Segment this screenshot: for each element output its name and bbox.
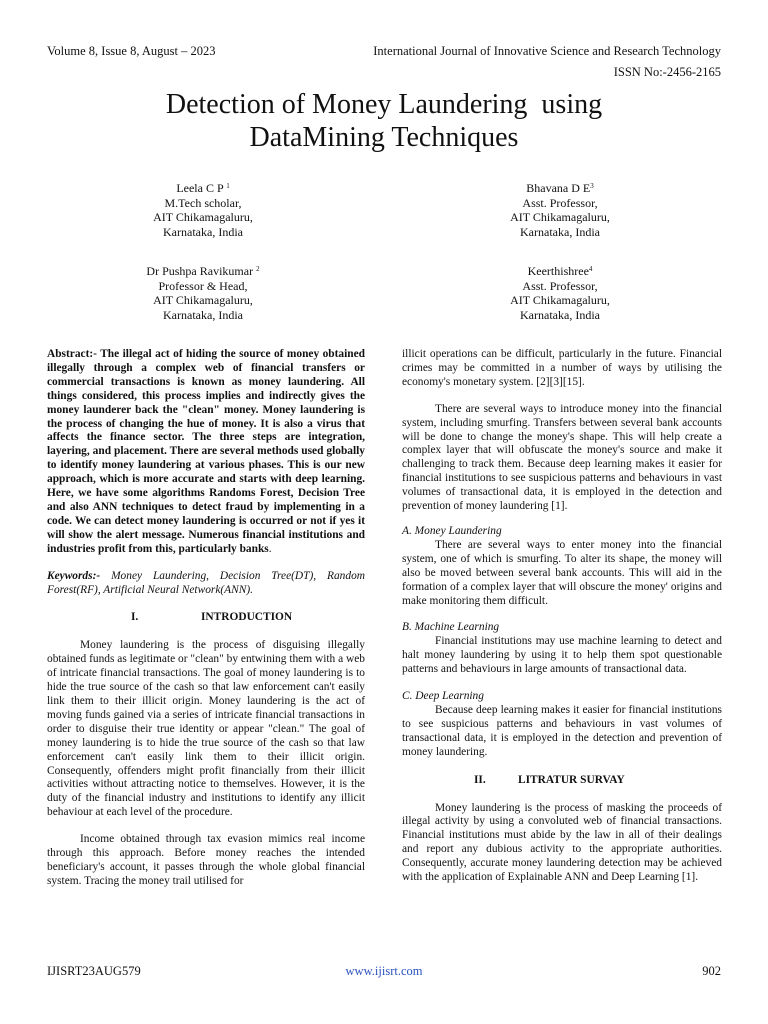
paper-title bbox=[0, 88, 768, 154]
author-sup: 1 bbox=[226, 182, 230, 190]
author-name: Bhavana D E bbox=[526, 181, 591, 195]
abstract-tail: . bbox=[268, 542, 272, 555]
section-number: I. bbox=[131, 611, 139, 624]
author-loc: Karnataka, India bbox=[520, 224, 600, 239]
author-role: Asst. Professor, bbox=[522, 195, 598, 210]
author-block-1 bbox=[88, 181, 318, 239]
title-line-2: DataMining Techniques bbox=[249, 122, 519, 153]
author-inst: AIT Chikamagaluru, bbox=[510, 293, 610, 307]
author-role: M.Tech scholar, bbox=[164, 195, 242, 210]
subsection-heading-a: A. Money Laundering bbox=[402, 524, 502, 537]
subsection-c-text: Because deep learning makes it easier for financial institutions to see suspicious patterns and behaviours in vast volumes of transactional data, it is employed in the detection and prevention of money laundering. bbox=[402, 703, 722, 758]
author-loc: Karnataka, India bbox=[520, 307, 600, 322]
author-loc: Karnataka, India bbox=[163, 307, 243, 322]
author-inst: AIT Chikamagaluru, bbox=[510, 210, 610, 224]
section-title: INTRODUCTION bbox=[201, 611, 293, 624]
author-block-3 bbox=[445, 181, 675, 239]
author-sup: 4 bbox=[588, 265, 593, 273]
ways-paragraph: There are several ways to introduce money into the financial system, including smurfing. Transfers between several bank accounts will be done to change the money's shape. This will help create a complex layer that will obfuscate the money's source and make it challenging to track them. Because deep learning makes it easier for financial institutions to see suspicious patterns and behaviours in vast volumes of transactional data, it is employed in the detection and prevention of money laundering [1]. bbox=[402, 402, 722, 513]
subsection-heading-b: B. Machine Learning bbox=[402, 621, 500, 634]
right-column bbox=[402, 348, 722, 885]
intro-paragraph-1: Money laundering is the process of disguising illegally obtained funds as legitimate or "clean" by entwining them with a web of intricate financial transactions. The goal of money laundering is to hide the true source of the cash so that law enforcement can't easily link them to their illicit origin. Money laundering is the act of moving funds gained via a series of intricate financial transactions in order to disguise their true identity or appear "clean." The goal of money laundering is to hide the true source of the cash so that law enforcement can't easily link them to their illicit origin. Consequently, offenders might profit financially from their illicit activities without attracting notice to themselves. However, it is the duty of the financial industry and institutions to identify any illicit behaviour at each level of the procedure. bbox=[47, 639, 365, 819]
left-column bbox=[47, 348, 365, 889]
footer-url-link[interactable]: www.ijisrt.com bbox=[345, 964, 423, 978]
author-loc: Karnataka, India bbox=[163, 224, 243, 239]
author-sup: 2 bbox=[256, 265, 260, 273]
keywords-text: Money Laundering, Decision Tree(DT), Random Forest(RF), Artificial Neural Network(ANN). bbox=[47, 569, 365, 596]
author-inst: AIT Chikamagaluru, bbox=[153, 293, 253, 307]
author-name: Keerthishree bbox=[527, 264, 589, 278]
section-number: II. bbox=[474, 773, 486, 786]
section-title: LITRATUR SURVAY bbox=[518, 773, 625, 786]
author-role: Asst. Professor, bbox=[522, 278, 598, 293]
abstract-text: Abstract:- The illegal act of hiding the source of money obtained illegally through a complex web of financial transfers or commercial transactions is known as money laundering. All things considered, this process implies and indirectly gives the money launderer back the "clean" money. Money laundering is the process of changing the hue of money. It is also a virus that affects the finance sector. The three steps are integration, layering, and placement. There are several methods used globally to identify money laundering at various phases. This is our new approach, which is more accurate and starts with deep learning. Here, we have some algorithms Randoms Forest, Decision Tree and also ANN techniques to detect fraud by implementing in a code. We can detect money laundering is occurred or not if yes it will show the alert message. Numerous financial institutions and industries profit from this, particularly banks bbox=[47, 348, 365, 555]
author-role: Professor & Head, bbox=[158, 278, 248, 293]
volume-info: Volume 8, Issue 8, August – 2023 bbox=[47, 44, 216, 58]
subsection-b-text: Financial institutions may use machine learning to detect and halt money laundering by using it to help them spot questionable patterns and behaviours in large amounts of transactional data. bbox=[402, 635, 722, 676]
author-sup: 3 bbox=[590, 182, 594, 190]
keywords-label: Keywords:- bbox=[47, 569, 101, 582]
subsection-heading-c: C. Deep Learning bbox=[402, 690, 484, 703]
footer-id: IJISRT23AUG579 bbox=[47, 964, 141, 978]
page-number: 902 bbox=[702, 964, 721, 978]
subsection-a-text: There are several ways to enter money into the financial system, one of which is smurfing. To alter its shape, the money will also be moved between several bank accounts. This will aid in the formation of a complex layer that will obscure the money' origins and make monitoring them difficult. bbox=[402, 538, 722, 607]
continued-paragraph: illicit operations can be difficult, particularly in the future. Financial crimes may be committed in a number of ways by utilising the economy's monetary system. [2][3][15]. bbox=[402, 348, 722, 388]
author-inst: AIT Chikamagaluru, bbox=[153, 210, 253, 224]
author-block-2 bbox=[88, 264, 318, 322]
issn: ISSN No:-2456-2165 bbox=[613, 65, 721, 79]
survey-paragraph: Money laundering is the process of masking the proceeds of illegal activity by using a convoluted web of financial transactions. Financial institutions must abide by the law in all of their dealings and report any dubious activity to the appropriate authorities. Consequently, accurate money laundering detection may be achieved with the application of Explainable ANN and Deep Learning [1]. bbox=[402, 801, 722, 884]
author-block-4 bbox=[445, 264, 675, 322]
author-name: Dr Pushpa Ravikumar bbox=[146, 264, 254, 278]
author-name: Leela C P bbox=[176, 181, 224, 195]
journal-name: International Journal of Innovative Science and Research Technology bbox=[373, 44, 721, 58]
title-line-1: Detection of Money Laundering using bbox=[165, 89, 603, 120]
section-heading-survey bbox=[402, 774, 722, 788]
intro-paragraph-2: Income obtained through tax evasion mimics real income through this approach. Before money reaches the intended beneficiary's account, it passes through the whole global financial system. Tracing the money trail utilised for bbox=[47, 833, 365, 887]
section-heading-intro bbox=[47, 611, 365, 625]
